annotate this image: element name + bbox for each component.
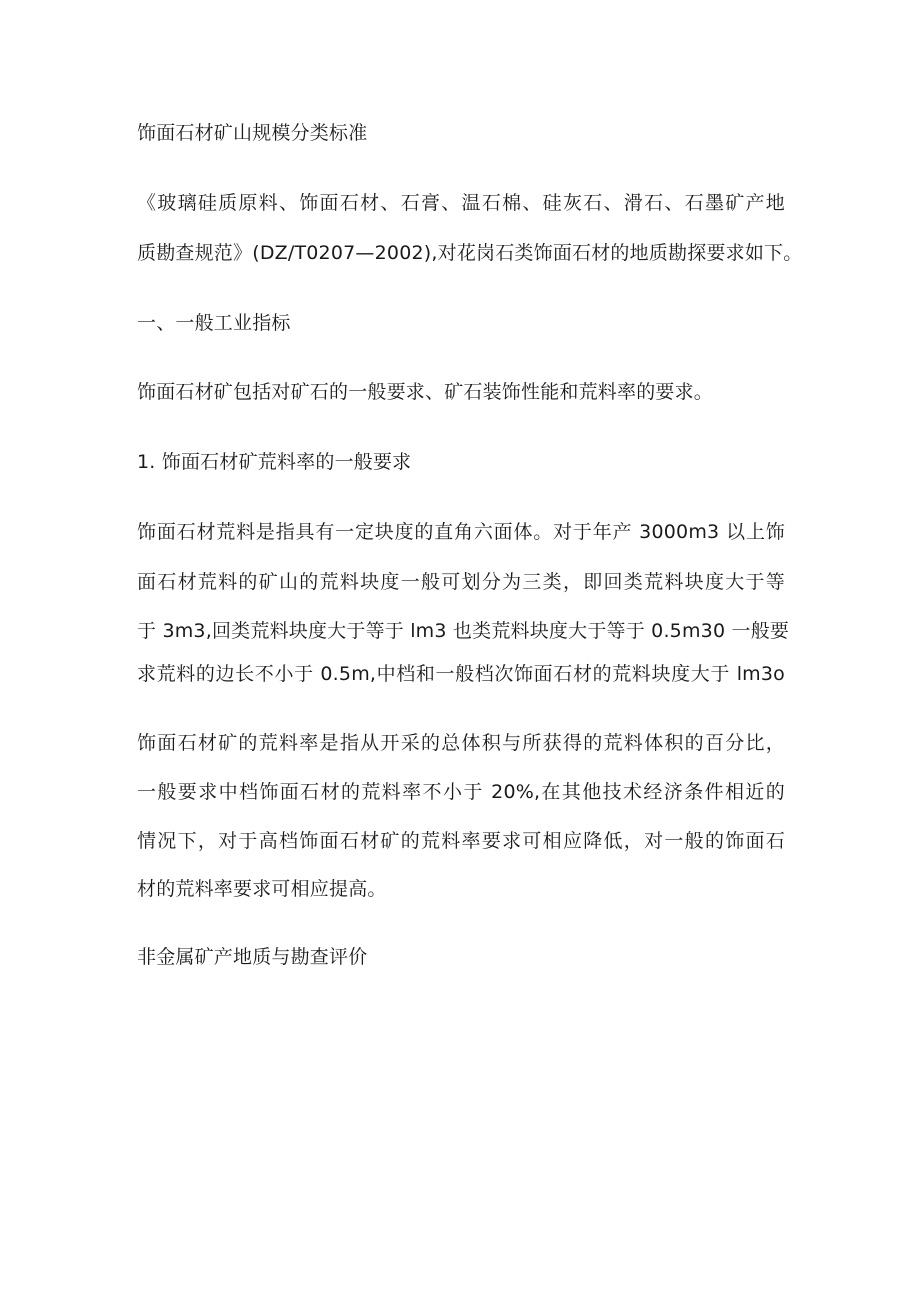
intro-line-1: 《玻璃硅质原料、饰面石材、石膏、温石棉、硅灰石、滑石、石墨矿产地 xyxy=(137,192,785,214)
paragraph-1-line-4: 求荒料的边长不小于 0.5m,中档和一般档次饰面石材的荒料块度大于 lm3o xyxy=(137,663,785,685)
paragraph-2-line-2: 一般要求中档饰面石材的荒料率不小于 20%,在其他技术经济条件相近的 xyxy=(137,781,785,803)
subsection-heading: 1. 饰面石材矿荒料率的一般要求 xyxy=(137,451,412,473)
paragraph-1-line-3: 于 3m3,回类荒料块度大于等于 lm3 也类荒料块度大于等于 0.5m30 一般要 xyxy=(137,620,790,642)
paragraph-1-line-2: 面石材荒料的矿山的荒料块度一般可划分为三类，即回类荒料块度大于等 xyxy=(137,571,785,593)
section-text: 饰面石材矿包括对矿石的一般要求、矿石装饰性能和荒料率的要求。 xyxy=(137,381,714,403)
footer-heading: 非金属矿产地质与勘查评价 xyxy=(137,946,368,968)
paragraph-1-line-1: 饰面石材荒料是指具有一定块度的直角六面体。对于年产 3000m3 以上饰 xyxy=(137,521,785,543)
document-title: 饰面石材矿山规模分类标准 xyxy=(137,122,368,144)
section-heading: 一、一般工业指标 xyxy=(137,312,291,334)
paragraph-2-line-3: 情况下，对于高档饰面石材矿的荒料率要求可相应降低，对一般的饰面石 xyxy=(137,830,785,852)
paragraph-2-line-1: 饰面石材矿的荒料率是指从开采的总体积与所获得的荒料体积的百分比， xyxy=(137,732,785,754)
intro-line-2: 质勘查规范》(DZ/T0207—2002),对花岗石类饰面石材的地质勘探要求如下。 xyxy=(137,242,803,264)
paragraph-2-line-4: 材的荒料率要求可相应提高。 xyxy=(137,878,387,900)
